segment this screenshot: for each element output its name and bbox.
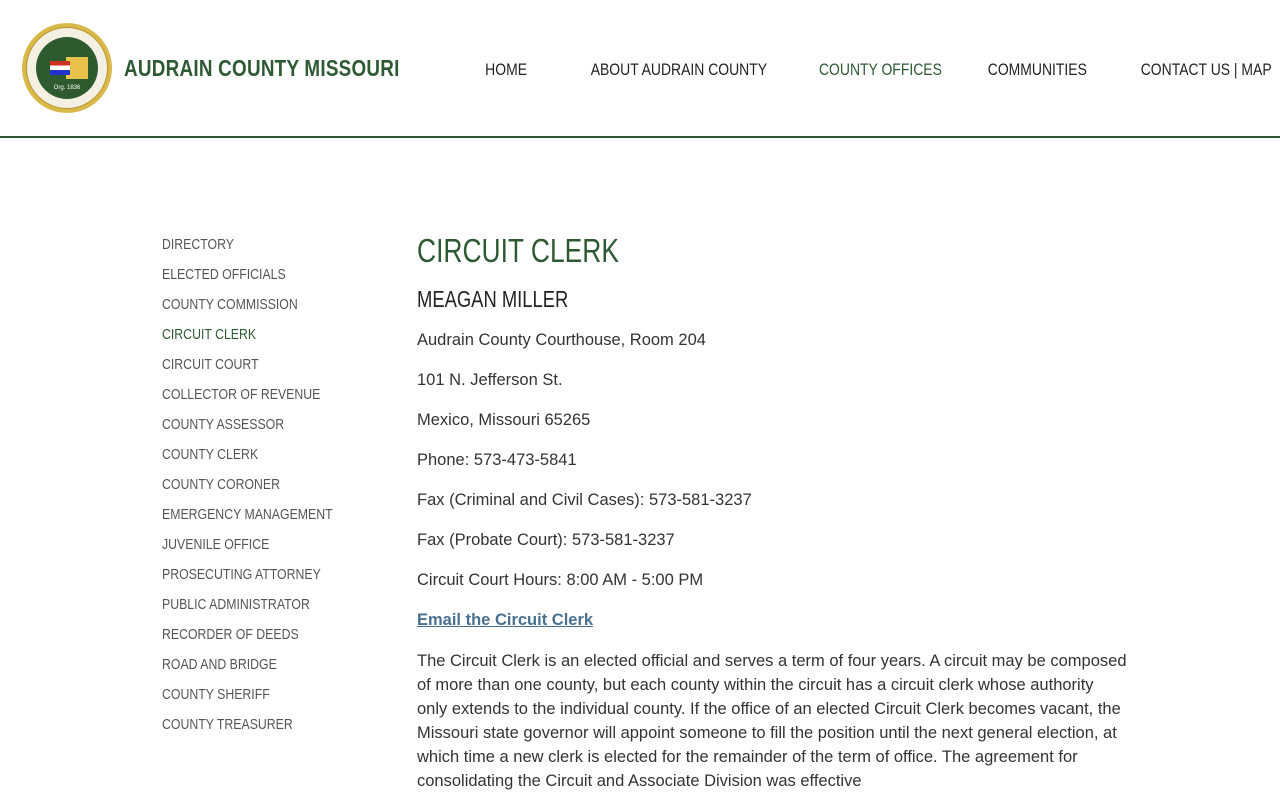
street-line: 101 N. Jefferson St. (417, 371, 563, 389)
sidebar-item-county-commission[interactable]: COUNTY COMMISSION (162, 296, 298, 313)
nav-home[interactable]: HOME (484, 60, 527, 79)
nav-county-offices[interactable]: COUNTY OFFICES (818, 60, 942, 79)
fax-criminal-line: Fax (Criminal and Civil Cases): 573-581-3237 (417, 491, 752, 509)
site-title: AUDRAIN COUNTY MISSOURI (124, 54, 400, 81)
main-content (417, 232, 1127, 793)
city-line: Mexico, Missouri 65265 (417, 411, 591, 429)
page-title: CIRCUIT CLERK (417, 232, 619, 269)
sidebar-nav (162, 236, 370, 746)
address-line: Audrain County Courthouse, Room 204 (417, 331, 706, 349)
county-seal (22, 23, 112, 113)
sidebar-item-recorder-of-deeds[interactable]: RECORDER OF DEEDS (162, 626, 299, 643)
hours-line: Circuit Court Hours: 8:00 AM - 5:00 PM (417, 571, 704, 589)
sidebar-item-circuit-clerk[interactable]: CIRCUIT CLERK (162, 326, 257, 343)
sidebar-item-juvenile-office[interactable]: JUVENILE OFFICE (162, 536, 270, 553)
official-name: MEAGAN MILLER (417, 286, 569, 312)
description: The Circuit Clerk is an elected official and serves a term of four years. A circuit may be composed of more than one county, but each county within the circuit has a circuit clerk whose authority only extends to the individual county. If the office of an elected Circuit Clerk becomes vacant, the Missouri state governor will appoint someone to fill the position until the next general election, at which time a new clerk is elected for the remainder of the term of office. The agreement for consolidating the Circuit and Associate Division was effective (417, 652, 1127, 790)
sidebar-item-road-and-bridge[interactable]: ROAD AND BRIDGE (162, 656, 277, 673)
sidebar-item-prosecuting-attorney[interactable]: PROSECUTING ATTORNEY (162, 566, 321, 583)
nav-about[interactable]: ABOUT AUDRAIN COUNTY (590, 60, 767, 79)
sidebar-item-circuit-court[interactable]: CIRCUIT COURT (162, 356, 259, 373)
seal-text: Org. 1836 (53, 85, 81, 91)
sidebar-item-county-treasurer[interactable]: COUNTY TREASURER (162, 716, 293, 733)
nav-contact[interactable]: CONTACT US | MAP (1141, 60, 1272, 79)
sidebar-item-elected-officials[interactable]: ELECTED OFFICIALS (162, 266, 286, 283)
sidebar-item-county-coroner[interactable]: COUNTY CORONER (162, 476, 281, 493)
nav-communities[interactable]: COMMUNITIES (988, 60, 1088, 79)
sidebar-item-collector-of-revenue[interactable]: COLLECTOR OF REVENUE (162, 386, 321, 403)
email-link[interactable]: Email the Circuit Clerk (417, 611, 594, 629)
sidebar-item-county-sheriff[interactable]: COUNTY SHERIFF (162, 686, 270, 703)
site-logo[interactable] (22, 23, 460, 113)
main-nav (439, 60, 1272, 80)
fax-probate-line: Fax (Probate Court): 573-581-3237 (417, 531, 675, 549)
sidebar-item-directory[interactable]: DIRECTORY (162, 236, 234, 253)
site-header (0, 0, 1280, 138)
sidebar-item-public-administrator[interactable]: PUBLIC ADMINISTRATOR (162, 596, 310, 613)
phone-line: Phone: 573-473-5841 (417, 451, 577, 469)
sidebar-item-emergency-management[interactable]: EMERGENCY MANAGEMENT (162, 506, 333, 523)
sidebar-item-county-assessor[interactable]: COUNTY ASSESSOR (162, 416, 285, 433)
sidebar-item-county-clerk[interactable]: COUNTY CLERK (162, 446, 259, 463)
